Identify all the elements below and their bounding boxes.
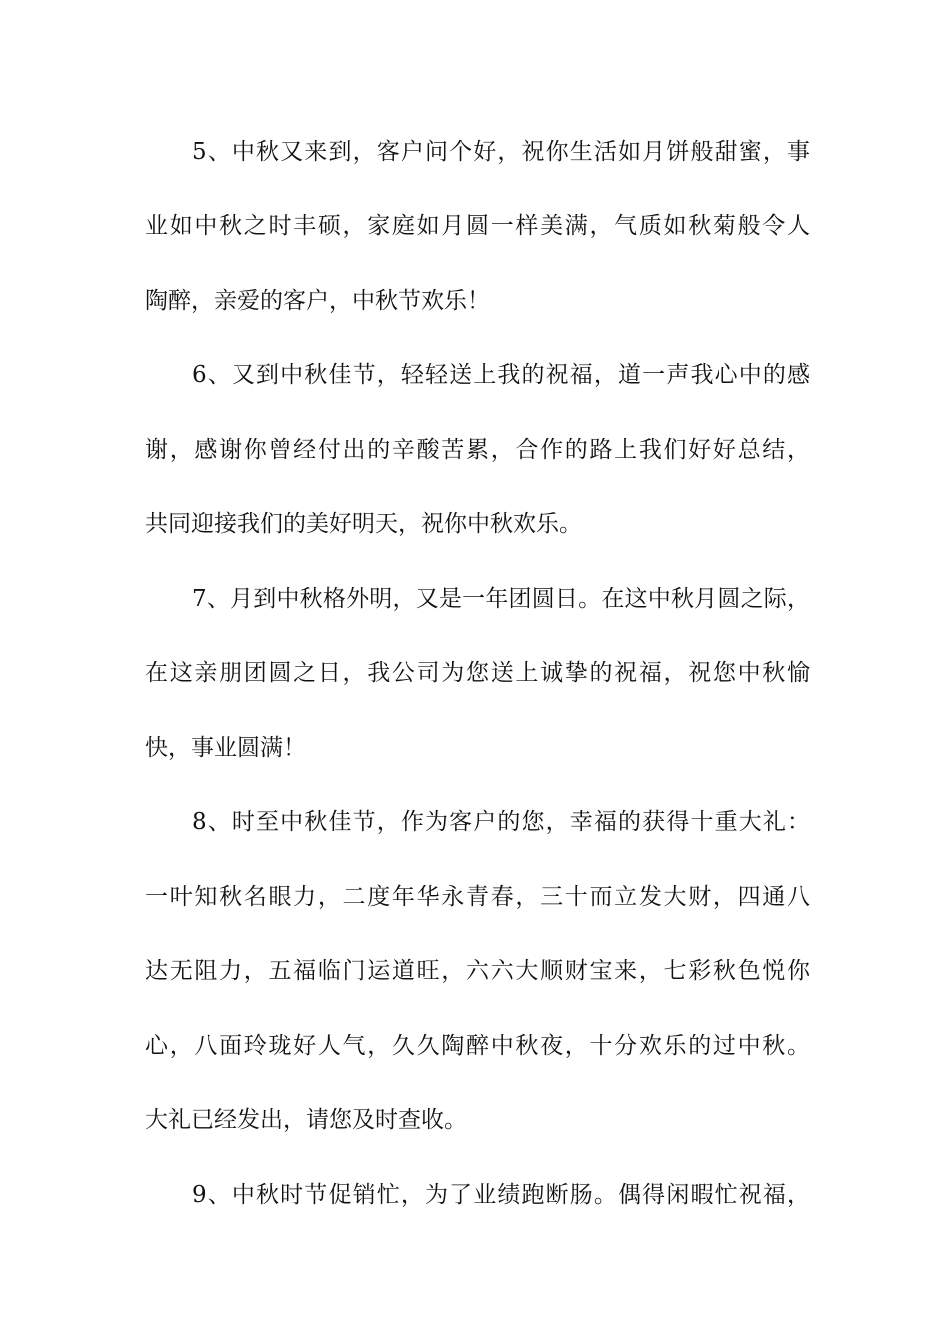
paragraph-5-line-3: 陶醉，亲爱的客户，中秋节欢乐！ xyxy=(145,288,490,314)
paragraph-5-line-1: 5、中秋又来到，客户问个好，祝你生活如月饼般甜蜜，事 xyxy=(192,139,810,165)
paragraph-6-line-3: 共同迎接我们的美好明天，祝你中秋欢乐。 xyxy=(145,511,582,537)
paragraph-5-line-2: 业如中秋之时丰硕，家庭如月圆一样美满，气质如秋菊般令人 xyxy=(145,213,810,239)
paragraph-9-line-1: 9、中秋时节促销忙，为了业绩跑断肠。偶得闲暇忙祝福， xyxy=(192,1182,810,1208)
paragraph-8-line-1: 8、时至中秋佳节，作为客户的您，幸福的获得十重大礼： xyxy=(192,809,810,835)
paragraph-7-line-1: 7、月到中秋格外明，又是一年团圆日。在这中秋月圆之际， xyxy=(192,586,810,612)
paragraph-6-line-1: 6、又到中秋佳节，轻轻送上我的祝福，道一声我心中的感 xyxy=(192,362,810,388)
paragraph-6-line-2: 谢，感谢你曾经付出的辛酸苦累，合作的路上我们好好总结， xyxy=(145,437,810,463)
paragraph-7-line-2: 在这亲朋团圆之日，我公司为您送上诚挚的祝福，祝您中秋愉 xyxy=(145,660,810,686)
paragraph-8-line-5: 大礼已经发出，请您及时查收。 xyxy=(145,1107,467,1133)
paragraph-7-line-3: 快，事业圆满！ xyxy=(145,735,306,761)
paragraph-8-line-2: 一叶知秋名眼力，二度年华永青春，三十而立发大财，四通八 xyxy=(145,884,810,910)
paragraph-8-line-4: 心，八面玲珑好人气，久久陶醉中秋夜，十分欢乐的过中秋。 xyxy=(145,1033,810,1059)
paragraph-8-line-3: 达无阻力，五福临门运道旺，六六大顺财宝来，七彩秋色悦你 xyxy=(145,958,810,984)
